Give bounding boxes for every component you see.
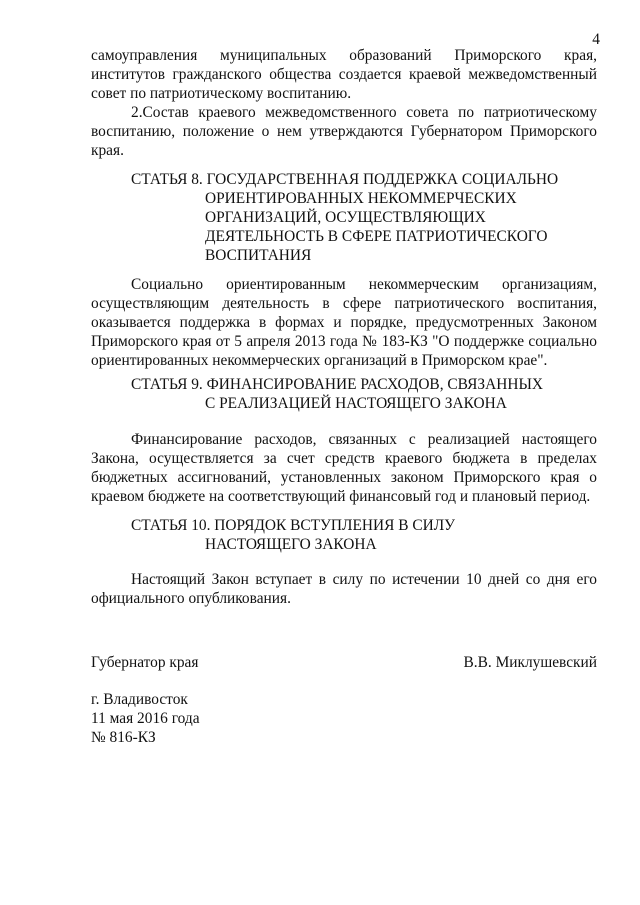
article-8-heading-line: ОРГАНИЗАЦИЙ, ОСУЩЕСТВЛЯЮЩИХ (205, 209, 486, 226)
intro-paragraph: самоуправления муниципальных образований Приморского края, институтов гражданского общества создается краевой межведомственный совет по патриотическому воспитанию. (91, 47, 597, 102)
place-date-block (91, 690, 200, 747)
intro-paragraph-block (91, 46, 597, 103)
date: 11 мая 2016 года (91, 710, 200, 727)
article-8-heading (131, 170, 591, 265)
article-10-heading-line: СТАТЬЯ 10. ПОРЯДОК ВСТУПЛЕНИЯ В СИЛУ (131, 517, 456, 534)
article-10-heading (131, 516, 591, 554)
signature-line (91, 653, 597, 672)
signatory-name: В.В. Миклушевский (463, 654, 597, 671)
signatory-role: Губернатор края (91, 654, 199, 671)
article-8-heading-line: ОРИЕНТИРОВАННЫХ НЕКОММЕРЧЕСКИХ (205, 190, 517, 207)
article-8-heading-line: ДЕЯТЕЛЬНОСТЬ В СФЕРЕ ПАТРИОТИЧЕСКОГО (205, 228, 548, 245)
article-10-text: Настоящий Закон вступает в силу по истечении 10 дней со дня его официального опубликования. (91, 571, 597, 607)
article-8-text: Социально ориентированным некоммерческим организациям, осуществляющим деятельность в сфере патриотического воспитания, оказывается поддержка в формах и порядке, предусмотренных Законом Приморского края от 5 апреля 2013 года № 183-КЗ "О поддержке социально ориентированных некоммерческих организаций в Приморском крае". (91, 276, 597, 369)
article-10-text-block (91, 570, 597, 608)
article-8-heading-line: ВОСПИТАНИЯ (205, 247, 312, 264)
page-number: 4 (592, 31, 600, 48)
article-9-heading-line: СТАТЬЯ 9. ФИНАНСИРОВАНИЕ РАСХОДОВ, СВЯЗАННЫХ (131, 376, 544, 393)
paragraph-2-block (91, 103, 597, 160)
article-9-text: Финансирование расходов, связанных с реализацией настоящего Закона, осуществляется за счет средств краевого бюджета в пределах бюджетных ассигнований, установленных законом Приморского края о краевом бюджете на соответствующий финансовый год и плановый период. (91, 431, 597, 505)
city: г. Владивосток (91, 691, 188, 708)
article-9-heading (131, 375, 591, 413)
article-10-heading-line: НАСТОЯЩЕГО ЗАКОНА (205, 536, 377, 553)
paragraph-2: 2.Состав краевого межведомственного совета по патриотическому воспитанию, положение о нем утверждаются Губернатором Приморского края. (91, 104, 597, 159)
article-9-text-block (91, 430, 597, 506)
article-8-heading-line: СТАТЬЯ 8. ГОСУДАРСТВЕННАЯ ПОДДЕРЖКА СОЦИАЛЬНО (131, 171, 559, 188)
law-number: № 816-КЗ (91, 729, 156, 746)
article-8-text-block (91, 275, 597, 370)
article-9-heading-line: С РЕАЛИЗАЦИЕЙ НАСТОЯЩЕГО ЗАКОНА (205, 395, 507, 412)
